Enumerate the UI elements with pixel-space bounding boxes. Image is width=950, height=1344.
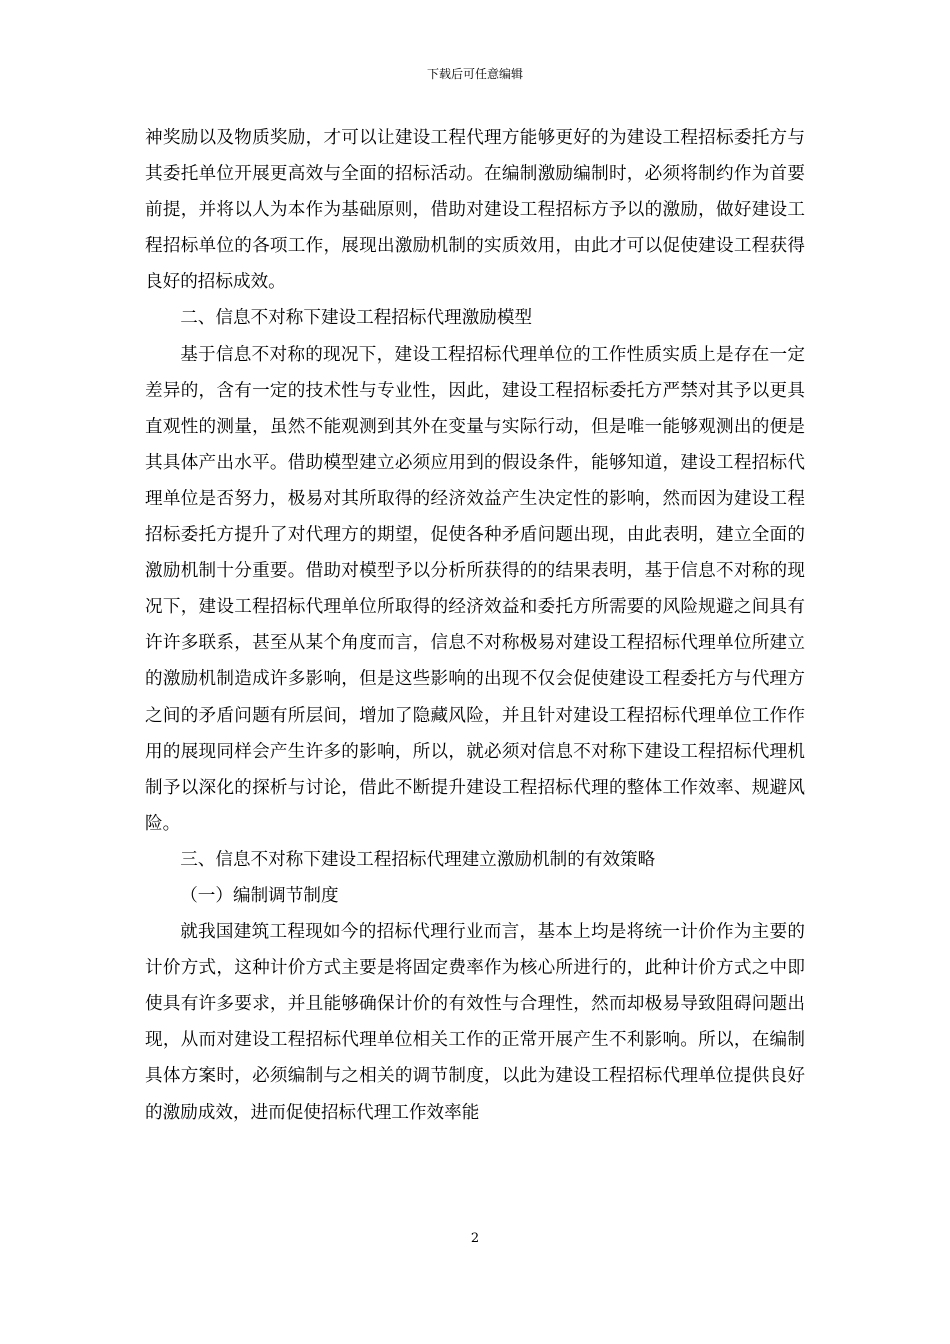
paragraph-continuation: 神奖励以及物质奖励，才可以让建设工程代理方能够更好的为建设工程招标委托方与其委托单位开展更高效与全面的招标活动。在编制激励编制时，必须将制约作为首要前提，并将以人为本作为基础原则，借助对建设工程招标方予以的激励，做好建设工程招标单位的各项工作，展现出激励机制的实质效用，由此才可以促使建设工程获得良好的招标成效。 — [145, 128, 805, 293]
subsection-heading-1: （一）编制调节制度 — [180, 885, 339, 906]
section-heading-3: 三、信息不对称下建设工程招标代理建立激励机制的有效策略 — [180, 849, 656, 870]
page-header: 下载后可任意编辑 — [426, 67, 523, 81]
paragraph-incentive-model: 基于信息不对称的现况下，建设工程招标代理单位的工作性质实质上是存在一定差异的，含有一定的技术性与专业性，因此，建设工程招标委托方严禁对其予以更具直观性的测量，虽然不能观测到其外在变量与实际行动，但是唯一能够观测出的便是其具体产出水平。借助模型建立必须应用到的假设条件，能够知道，建设工程招标代理单位是否努力，极易对其所取得的经济效益产生决定性的影响，然而因为建设工程招标委托方提升了对代理方的期望，促使各种矛盾问题出现，由此表明，建立全面的激励机制十分重要。借助对模型予以分析所获得的的结果表明，基于信息不对称的现况下，建设工程招标代理单位所取得的经济效益和委托方所需要的风险规避之间具有许许多联系，甚至从某个角度而言，信息不对称极易对建设工程招标代理单位所建立的激励机制造成许多影响，但是这些影响的出现不仅会促使建设工程委托方与代理方之间的矛盾问题有所层间，增加了隐藏风险，并且针对建设工程招标代理单位工作作用的展现同样会产生许多的影响，所以，就必须对信息不对称下建设工程招标代理机制予以深化的探析与讨论，借此不断提升建设工程招标代理的整体工作效率、规避风险。 — [145, 344, 805, 834]
document-body — [145, 120, 805, 1131]
paragraph-regulation-system: 就我国建筑工程现如今的招标代理行业而言，基本上均是将统一计价作为主要的计价方式，这种计价方式主要是将固定费率作为核心所进行的，此种计价方式之中即使具有许多要求，并且能够确保计价的有效性与合理性，然而却极易导致阻碍问题出现，从而对建设工程招标代理单位相关工作的正常开展产生不利影响。所以，在编制具体方案时，必须编制与之相关的调节制度，以此为建设工程招标代理单位提供良好的激励成效，进而促使招标代理工作效率能 — [145, 922, 805, 1123]
section-heading-2: 二、信息不对称下建设工程招标代理激励模型 — [180, 308, 533, 329]
page-number: 2 — [470, 1231, 480, 1246]
